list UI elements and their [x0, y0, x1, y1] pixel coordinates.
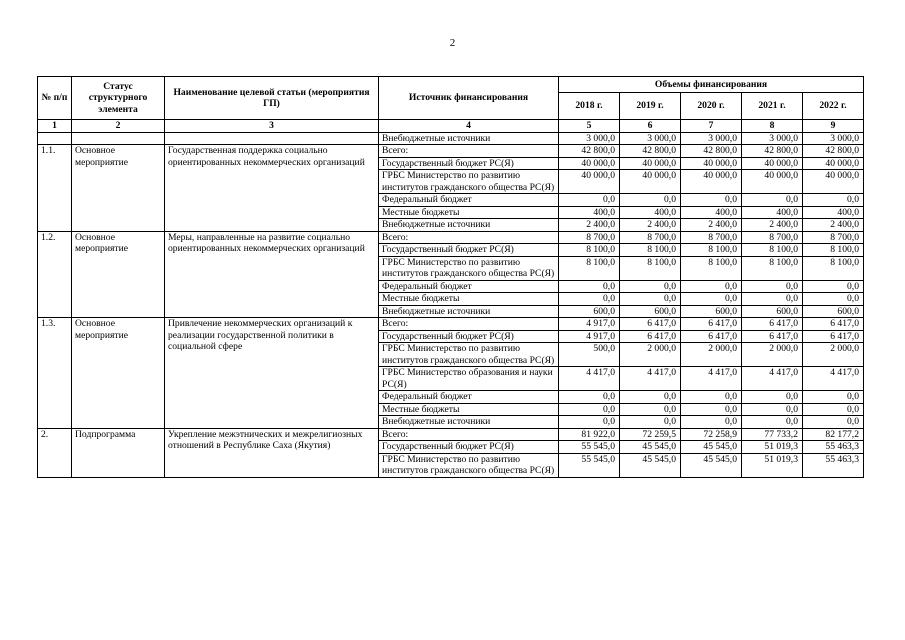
value-cell: 8 100,0 — [620, 256, 681, 280]
value-cell: 0,0 — [742, 391, 803, 404]
header-year: 2020 г. — [681, 93, 742, 120]
value-cell: 82 177,2 — [803, 428, 864, 441]
value-cell: 40 000,0 — [681, 170, 742, 194]
source-cell: Федеральный бюджет — [379, 280, 559, 293]
value-cell: 6 417,0 — [742, 318, 803, 331]
num-cell: 2. — [38, 428, 72, 477]
source-cell: Внебюджетные источники — [379, 305, 559, 318]
value-cell: 0,0 — [620, 194, 681, 207]
value-cell: 4 417,0 — [620, 367, 681, 391]
value-cell: 55 463,3 — [803, 441, 864, 454]
table-row — [38, 145, 864, 158]
value-cell: 4 917,0 — [559, 318, 620, 331]
column-number: 5 — [559, 120, 620, 133]
value-cell: 2 000,0 — [742, 343, 803, 367]
value-cell: 0,0 — [681, 391, 742, 404]
value-cell: 0,0 — [620, 293, 681, 306]
status-cell: Основное мероприятие — [72, 318, 165, 429]
value-cell: 40 000,0 — [620, 157, 681, 170]
source-cell: ГРБС Министерство по развитию институтов гражданского общества РС(Я) — [379, 256, 559, 280]
column-number: 2 — [72, 120, 165, 133]
value-cell: 8 100,0 — [620, 244, 681, 257]
value-cell: 55 545,0 — [559, 441, 620, 454]
source-cell: Внебюджетные источники — [379, 219, 559, 232]
value-cell: 55 545,0 — [559, 453, 620, 477]
table-row — [38, 428, 864, 441]
value-cell: 8 100,0 — [742, 244, 803, 257]
value-cell: 8 700,0 — [803, 231, 864, 244]
value-cell: 6 417,0 — [620, 318, 681, 331]
name-cell: Укрепление межэтнических и межрелигиозных отношений в Республике Саха (Якутия) — [165, 428, 379, 477]
value-cell: 600,0 — [681, 305, 742, 318]
source-cell: Внебюджетные источники — [379, 132, 559, 145]
value-cell: 0,0 — [681, 416, 742, 429]
table-row — [38, 231, 864, 244]
column-number: 8 — [742, 120, 803, 133]
num-cell: 1.2. — [38, 231, 72, 318]
value-cell: 0,0 — [559, 416, 620, 429]
source-cell: Всего: — [379, 231, 559, 244]
value-cell: 8 700,0 — [742, 231, 803, 244]
value-cell: 3 000,0 — [742, 132, 803, 145]
value-cell: 8 100,0 — [559, 256, 620, 280]
financing-table — [37, 76, 864, 478]
value-cell: 3 000,0 — [620, 132, 681, 145]
header-year: 2021 г. — [742, 93, 803, 120]
value-cell: 40 000,0 — [803, 170, 864, 194]
value-cell: 0,0 — [559, 391, 620, 404]
source-cell: Внебюджетные источники — [379, 416, 559, 429]
value-cell: 0,0 — [681, 403, 742, 416]
value-cell: 77 733,2 — [742, 428, 803, 441]
source-cell: Местные бюджеты — [379, 403, 559, 416]
value-cell: 51 019,3 — [742, 453, 803, 477]
value-cell: 0,0 — [559, 280, 620, 293]
value-cell: 0,0 — [803, 416, 864, 429]
value-cell: 4 417,0 — [559, 367, 620, 391]
value-cell: 3 000,0 — [681, 132, 742, 145]
header-source: Источник финансирования — [379, 77, 559, 120]
header-name: Наименование целевой статьи (мероприятия ГП) — [165, 77, 379, 120]
source-cell: Местные бюджеты — [379, 206, 559, 219]
table-body — [38, 132, 864, 477]
value-cell: 400,0 — [742, 206, 803, 219]
header-num: № п/п — [38, 77, 72, 120]
header-volumes: Объемы финансирования — [559, 77, 864, 93]
value-cell: 600,0 — [559, 305, 620, 318]
value-cell: 45 545,0 — [620, 453, 681, 477]
value-cell: 40 000,0 — [681, 157, 742, 170]
value-cell: 8 700,0 — [681, 231, 742, 244]
value-cell: 8 700,0 — [559, 231, 620, 244]
value-cell: 8 100,0 — [803, 256, 864, 280]
value-cell: 4 417,0 — [803, 367, 864, 391]
page-number: 2 — [449, 37, 456, 49]
num-cell — [38, 132, 72, 145]
value-cell: 6 417,0 — [681, 330, 742, 343]
value-cell: 40 000,0 — [803, 157, 864, 170]
status-cell: Основное мероприятие — [72, 231, 165, 318]
value-cell: 2 400,0 — [742, 219, 803, 232]
value-cell: 500,0 — [559, 343, 620, 367]
num-cell: 1.3. — [38, 318, 72, 429]
source-cell: ГРБС Министерство по развитию институтов гражданского общества РС(Я) — [379, 170, 559, 194]
name-cell: Государственная поддержка социально ориентированных некоммерческих организаций — [165, 145, 379, 232]
value-cell: 0,0 — [803, 403, 864, 416]
source-cell: ГРБС Министерство по развитию институтов гражданского общества РС(Я) — [379, 453, 559, 477]
value-cell: 2 400,0 — [803, 219, 864, 232]
value-cell: 0,0 — [681, 280, 742, 293]
value-cell: 40 000,0 — [559, 157, 620, 170]
value-cell: 45 545,0 — [681, 441, 742, 454]
source-cell: Всего: — [379, 428, 559, 441]
value-cell: 0,0 — [620, 391, 681, 404]
source-cell: Государственный бюджет РС(Я) — [379, 157, 559, 170]
name-cell: Меры, направленные на развитие социально ориентированных некоммерческих организаций — [165, 231, 379, 318]
name-cell — [165, 132, 379, 145]
value-cell: 0,0 — [803, 280, 864, 293]
value-cell: 4 917,0 — [559, 330, 620, 343]
value-cell: 40 000,0 — [742, 157, 803, 170]
value-cell: 400,0 — [620, 206, 681, 219]
value-cell: 0,0 — [803, 293, 864, 306]
value-cell: 8 100,0 — [559, 244, 620, 257]
value-cell: 51 019,3 — [742, 441, 803, 454]
source-cell: Государственный бюджет РС(Я) — [379, 330, 559, 343]
header-year: 2019 г. — [620, 93, 681, 120]
value-cell: 0,0 — [559, 194, 620, 207]
source-cell: Всего: — [379, 145, 559, 158]
value-cell: 6 417,0 — [620, 330, 681, 343]
value-cell: 45 545,0 — [681, 453, 742, 477]
source-cell: Государственный бюджет РС(Я) — [379, 244, 559, 257]
value-cell: 0,0 — [742, 403, 803, 416]
value-cell: 8 100,0 — [742, 256, 803, 280]
value-cell: 40 000,0 — [742, 170, 803, 194]
column-number: 1 — [38, 120, 72, 133]
value-cell: 0,0 — [559, 403, 620, 416]
column-number: 4 — [379, 120, 559, 133]
source-cell: Федеральный бюджет — [379, 391, 559, 404]
value-cell: 6 417,0 — [742, 330, 803, 343]
column-number: 6 — [620, 120, 681, 133]
value-cell: 400,0 — [803, 206, 864, 219]
value-cell: 72 258,9 — [681, 428, 742, 441]
value-cell: 55 463,3 — [803, 453, 864, 477]
value-cell: 400,0 — [681, 206, 742, 219]
value-cell: 4 417,0 — [681, 367, 742, 391]
value-cell: 2 000,0 — [620, 343, 681, 367]
status-cell: Подпрограмма — [72, 428, 165, 477]
header-status: Статус структурного элемента — [72, 77, 165, 120]
value-cell: 81 922,0 — [559, 428, 620, 441]
column-number: 3 — [165, 120, 379, 133]
value-cell: 40 000,0 — [559, 170, 620, 194]
value-cell: 8 100,0 — [681, 244, 742, 257]
value-cell: 4 417,0 — [742, 367, 803, 391]
value-cell: 2 000,0 — [803, 343, 864, 367]
value-cell: 8 100,0 — [681, 256, 742, 280]
column-number: 9 — [803, 120, 864, 133]
value-cell: 6 417,0 — [681, 318, 742, 331]
value-cell: 600,0 — [742, 305, 803, 318]
value-cell: 42 800,0 — [803, 145, 864, 158]
source-cell: ГРБС Министерство образования и науки РС(Я) — [379, 367, 559, 391]
value-cell: 0,0 — [803, 391, 864, 404]
value-cell: 45 545,0 — [620, 441, 681, 454]
value-cell: 2 400,0 — [681, 219, 742, 232]
value-cell: 2 000,0 — [681, 343, 742, 367]
value-cell: 42 800,0 — [620, 145, 681, 158]
value-cell: 0,0 — [742, 416, 803, 429]
value-cell: 0,0 — [620, 416, 681, 429]
table-row — [38, 318, 864, 331]
value-cell: 0,0 — [620, 403, 681, 416]
value-cell: 3 000,0 — [803, 132, 864, 145]
value-cell: 0,0 — [559, 293, 620, 306]
value-cell: 400,0 — [559, 206, 620, 219]
source-cell: ГРБС Министерство по развитию институтов гражданского общества РС(Я) — [379, 343, 559, 367]
value-cell: 0,0 — [681, 293, 742, 306]
value-cell: 8 100,0 — [803, 244, 864, 257]
value-cell: 0,0 — [681, 194, 742, 207]
source-cell: Федеральный бюджет — [379, 194, 559, 207]
num-cell: 1.1. — [38, 145, 72, 232]
value-cell: 6 417,0 — [803, 330, 864, 343]
value-cell: 3 000,0 — [559, 132, 620, 145]
value-cell: 8 700,0 — [620, 231, 681, 244]
value-cell: 2 400,0 — [559, 219, 620, 232]
source-cell: Всего: — [379, 318, 559, 331]
value-cell: 0,0 — [742, 280, 803, 293]
value-cell: 600,0 — [620, 305, 681, 318]
column-number: 7 — [681, 120, 742, 133]
value-cell: 40 000,0 — [620, 170, 681, 194]
header-year: 2018 г. — [559, 93, 620, 120]
value-cell: 6 417,0 — [803, 318, 864, 331]
value-cell: 42 800,0 — [559, 145, 620, 158]
table-row — [38, 132, 864, 145]
value-cell: 42 800,0 — [742, 145, 803, 158]
value-cell: 0,0 — [742, 194, 803, 207]
status-cell: Основное мероприятие — [72, 145, 165, 232]
source-cell: Государственный бюджет РС(Я) — [379, 441, 559, 454]
source-cell: Местные бюджеты — [379, 293, 559, 306]
name-cell: Привлечение некоммерческих организаций к реализации государственной политики в социальной сфере — [165, 318, 379, 429]
value-cell: 0,0 — [742, 293, 803, 306]
value-cell: 2 400,0 — [620, 219, 681, 232]
value-cell: 72 259,5 — [620, 428, 681, 441]
header-year: 2022 г. — [803, 93, 864, 120]
value-cell: 600,0 — [803, 305, 864, 318]
value-cell: 42 800,0 — [681, 145, 742, 158]
value-cell: 0,0 — [803, 194, 864, 207]
value-cell: 0,0 — [620, 280, 681, 293]
status-cell — [72, 132, 165, 145]
